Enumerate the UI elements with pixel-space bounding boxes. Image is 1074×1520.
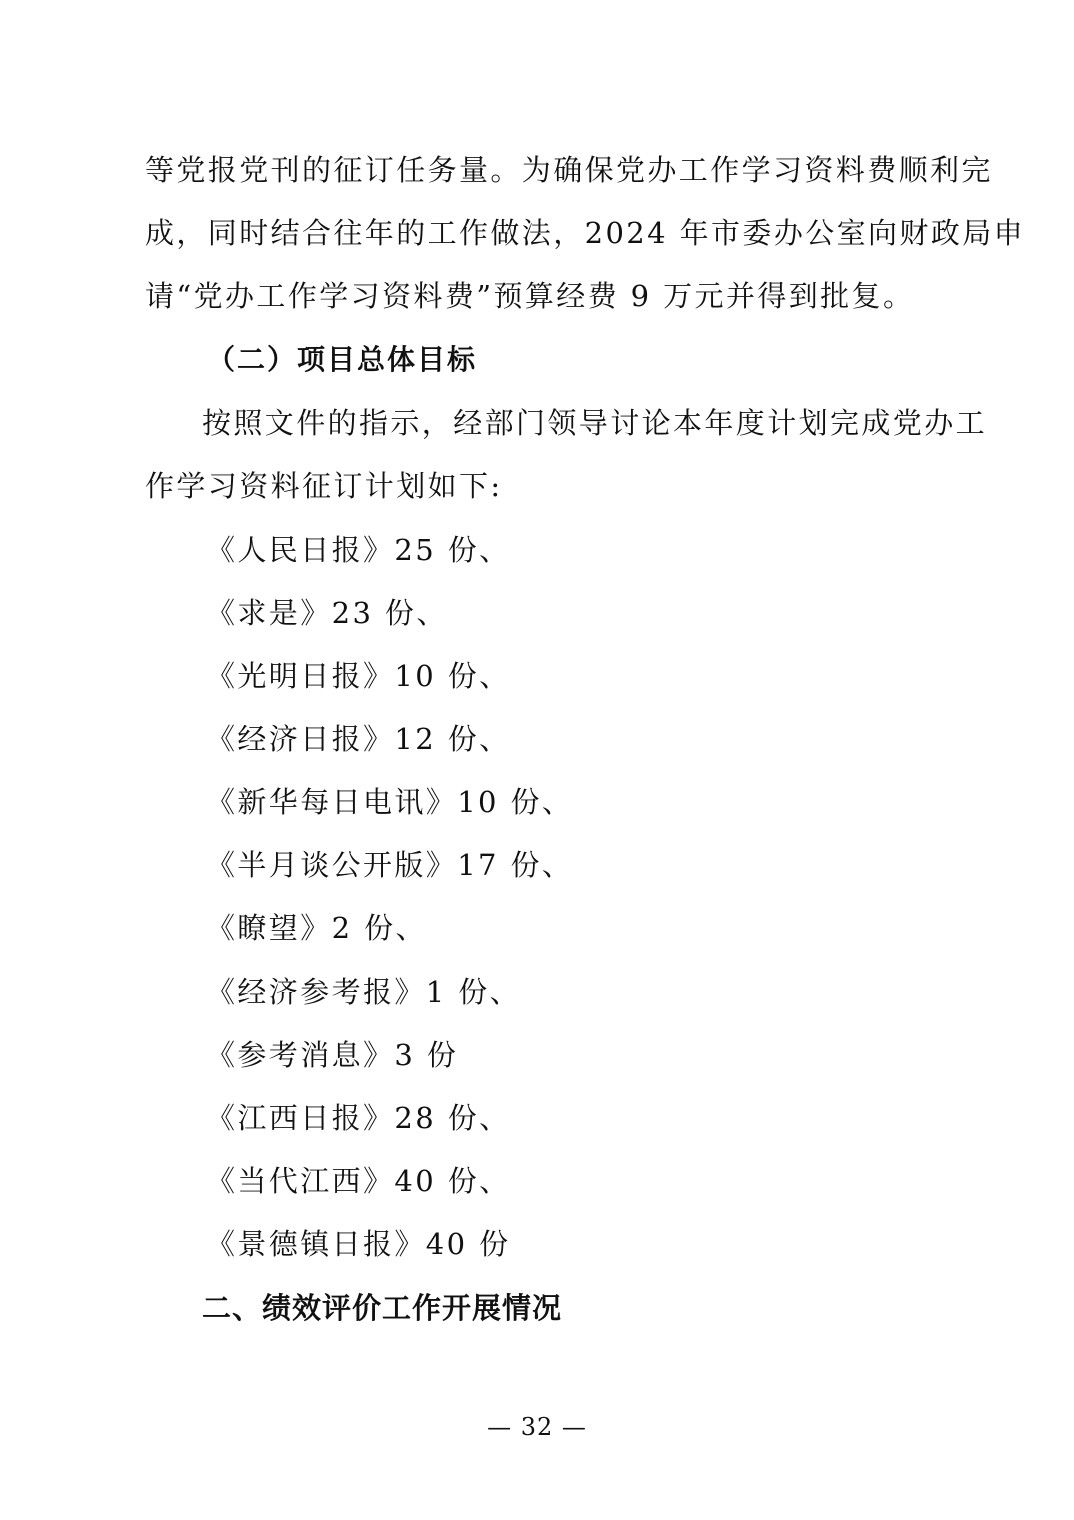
subscription-item: 《新华每日电讯》10 份、 xyxy=(206,785,574,819)
subscription-item: 《求是》23 份、 xyxy=(206,596,448,630)
subscription-item: 《经济参考报》1 份、 xyxy=(206,975,522,1009)
subscription-item: 《经济日报》12 份、 xyxy=(206,722,511,756)
subscription-item: 《光明日报》10 份、 xyxy=(206,659,511,693)
subscription-item: 《瞭望》2 份、 xyxy=(206,911,427,945)
subscription-item: 《半月谈公开版》17 份、 xyxy=(206,848,574,882)
page-number: — 32 — xyxy=(487,1413,587,1441)
subscription-item: 《景德镇日报》40 份 xyxy=(206,1227,511,1261)
chapter-heading-performance-evaluation: 二、绩效评价工作开展情况 xyxy=(202,1291,563,1325)
subscription-item: 《参考消息》3 份 xyxy=(206,1038,459,1072)
intro-line-2: 成，同时结合往年的工作做法，2024 年市委办公室向财政局申 xyxy=(145,216,1026,250)
subscription-item: 《江西日报》28 份、 xyxy=(206,1101,511,1135)
intro-line-3: 请“党办工作学习资料费”预算经费 9 万元并得到批复。 xyxy=(145,279,915,313)
intro-line-1: 等党报党刊的征订任务量。为确保党办工作学习资料费顺利完 xyxy=(145,153,993,187)
plan-line-1: 按照文件的指示，经部门领导讨论本年度计划完成党办工 xyxy=(202,406,988,440)
subscription-item: 《人民日报》25 份、 xyxy=(206,533,511,567)
subscription-item: 《当代江西》40 份、 xyxy=(206,1164,511,1198)
section-heading-project-goal: （二）项目总体目标 xyxy=(207,343,478,376)
plan-line-2: 作学习资料征订计划如下: xyxy=(145,469,503,503)
